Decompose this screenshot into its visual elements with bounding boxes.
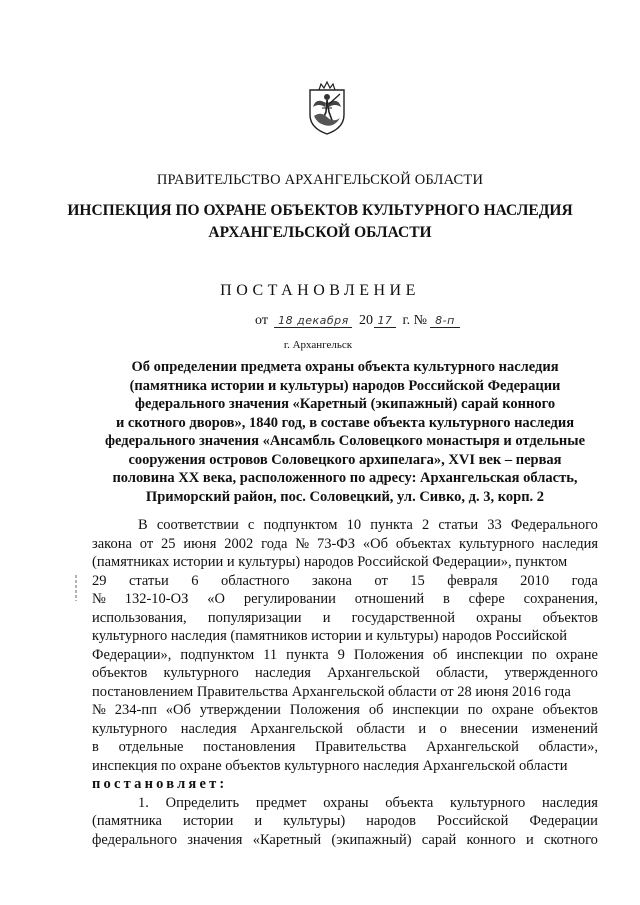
word: 29	[92, 572, 107, 589]
date-prefix: от	[255, 313, 268, 328]
margin-mark	[73, 575, 79, 601]
body-line: федерального значения «Каретный (экипажный) сарай конного и скотного	[92, 831, 598, 848]
subject-line: (памятника истории и культуры) народов Российской Федерации	[129, 377, 561, 394]
resolves-keyword: постановляет:	[92, 776, 228, 792]
document-type-title: ПОСТАНОВЛЕНИЕ	[220, 282, 420, 299]
subject-line: федерального значения «Каретный (экипажный) сарай конного	[134, 396, 556, 412]
body-line: В соответствии с подпунктом 10 пункта 2 статьи 33 Федерального	[138, 517, 598, 533]
handwritten-date: 18 декабря	[274, 314, 352, 328]
inspection-name-line-2: АРХАНГЕЛЬСКОЙ ОБЛАСТИ	[208, 224, 432, 241]
word: областного	[220, 572, 290, 589]
body-line: 1. Определить предмет охраны объекта культурного наследия	[138, 794, 598, 811]
word: закона	[311, 572, 352, 589]
body-line: инспекция по охране объектов культурного наследия Архангельской области	[92, 757, 568, 774]
city-name: г. Архангельск	[283, 339, 353, 351]
decree-date-line	[255, 313, 460, 329]
number-label: г. №	[402, 313, 427, 328]
word: года	[571, 572, 598, 589]
body-line: (памятника истории и культуры) народов Российской Федерации	[92, 813, 598, 829]
inspection-name-line-1: ИНСПЕКЦИЯ ПО ОХРАНЕ ОБЪЕКТОВ КУЛЬТУРНОГО НАСЛЕДИЯ	[67, 202, 573, 219]
year-prefix: 20	[358, 313, 373, 328]
subject-line: Приморский район, пос. Соловецкий, ул. Сивко, д. 3, корп. 2	[145, 488, 545, 505]
handwritten-number: 8-п	[430, 314, 460, 328]
word: 6	[191, 572, 199, 589]
body-line-justified	[92, 572, 598, 591]
handwritten-year: 17	[374, 314, 396, 328]
body-line: закона от 25 июня 2002 года № 73-ФЗ «Об объектах культурного наследия	[92, 535, 598, 552]
subject-line: половина XX века, расположенного по адресу: Архангельская область,	[112, 470, 578, 486]
subject-line: и скотного дворов», 1840 год, в составе объекта культурного наследия	[115, 414, 575, 431]
body-line: культурного наследия (памятников истории и культуры) народов Российской	[92, 628, 567, 644]
body-line: культурного наследия Архангельской области и о внесении изменений	[92, 720, 598, 737]
subject-line: Об определении предмета охраны объекта культурного наследия	[131, 359, 559, 375]
body-line: (памятниках истории и культуры) народов Российской Федерации», пунктом	[92, 554, 568, 570]
body-line: в отдельные постановления Правительства Архангельской области»,	[92, 739, 598, 755]
word: февраля	[447, 572, 498, 589]
body-line: № 132-10-ОЗ «О регулировании отношений в сфере сохранения,	[92, 591, 598, 607]
government-name: ПРАВИТЕЛЬСТВО АРХАНГЕЛЬСКОЙ ОБЛАСТИ	[156, 172, 484, 188]
word: от	[374, 572, 388, 589]
body-line: № 234-пп «Об утверждении Положения об инспекции по охране объектов	[92, 702, 598, 718]
coat-of-arms-icon	[307, 81, 347, 135]
subject-line: федерального значения «Ансамбль Соловецкого монастыря и отдельные	[104, 433, 586, 449]
word: 15	[410, 572, 425, 589]
word: 2010	[520, 572, 550, 589]
body-line: постановлением Правительства Архангельской области от 28 июня 2016 года	[92, 683, 571, 700]
subject-line: сооружения островов Соловецкого архипелага», XVI век – первая	[128, 451, 562, 468]
decree-subject	[92, 358, 598, 506]
body-line: использования, популяризации и государственной охраны объектов	[92, 609, 598, 626]
decree-body	[92, 516, 598, 849]
word: статьи	[128, 572, 169, 589]
body-line: объектов культурного наследия Архангельской области, утвержденного	[92, 665, 598, 681]
body-line: Федерации», подпунктом 11 пункта 9 Положения об инспекции по охране	[92, 646, 598, 663]
